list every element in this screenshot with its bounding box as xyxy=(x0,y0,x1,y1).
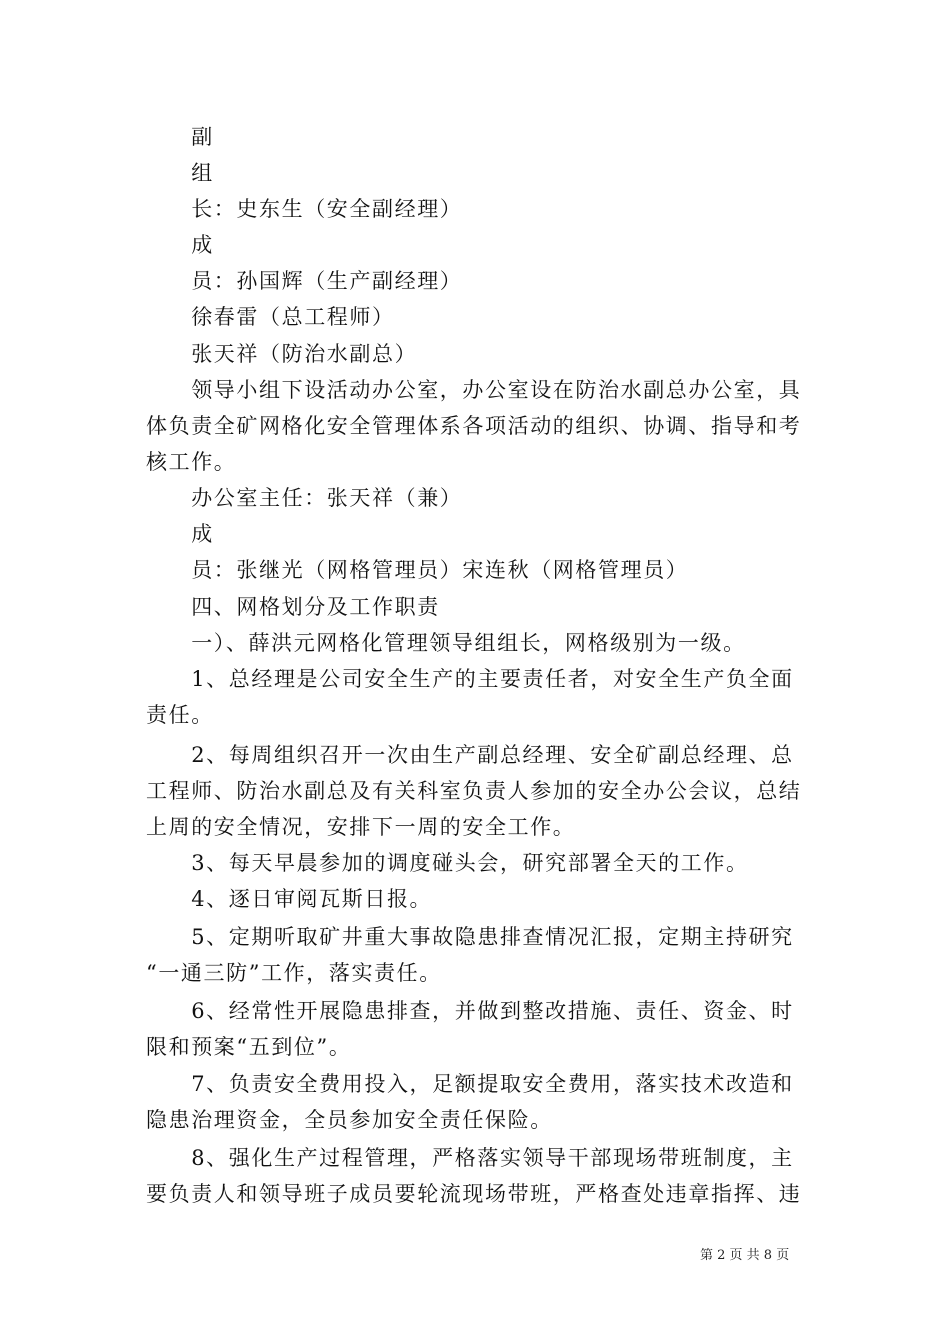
text-line: 3、每天早晨参加的调度碰头会，研究部署全天的工作。 xyxy=(146,851,749,875)
text-line: 张天祥（防治水副总） xyxy=(146,342,418,366)
text-line: 一）、薛洪元网格化管理领导组组长，网格级别为一级。 xyxy=(146,631,746,655)
text-line: 6、经常性开展隐患排查，并做到整改措施、责任、资金、时 xyxy=(146,999,794,1023)
text-line: 核工作。 xyxy=(146,450,237,474)
text-line: 1、总经理是公司安全生产的主要责任者，对安全生产负全面 xyxy=(146,667,794,691)
text-line: 责任。 xyxy=(146,703,214,727)
text-line: 5、定期听取矿井重大事故隐患排查情况汇报，定期主持研究 xyxy=(146,925,794,949)
page-number: 第 2 页 共 8 页 xyxy=(700,1248,790,1263)
text-line: 员：孙国辉（生产副经理） xyxy=(146,269,463,293)
text-line: 成 xyxy=(146,233,214,257)
text-line: 体负责全矿网格化安全管理体系各项活动的组织、协调、指导和考 xyxy=(146,414,802,438)
text-line: “一通三防”工作，落实责任。 xyxy=(146,961,442,985)
text-line: 8、强化生产过程管理，严格落实领导干部现场带班制度，主 xyxy=(146,1146,794,1170)
text-line: 工程师、防治水副总及有关科室负责人参加的安全办公会议，总结 xyxy=(146,779,802,803)
text-line: 上周的安全情况，安排下一周的安全工作。 xyxy=(146,815,576,839)
text-line: 限和预案“五到位”。 xyxy=(146,1035,352,1059)
section-heading: 四、网格划分及工作职责 xyxy=(146,595,440,619)
text-line: 长：史东生（安全副经理） xyxy=(146,197,463,221)
text-line: 徐春雷（总工程师） xyxy=(146,305,395,329)
text-line: 2、每周组织召开一次由生产副总经理、安全矿副总经理、总 xyxy=(146,743,794,767)
text-line: 员：张继光（网格管理员）宋连秋（网格管理员） xyxy=(146,558,689,582)
text-line: 办公室主任：张天祥（兼） xyxy=(146,486,463,510)
text-line: 要负责人和领导班子成员要轮流现场带班，严格查处违章指挥、违 xyxy=(146,1182,802,1206)
text-line: 4、逐日审阅瓦斯日报。 xyxy=(146,887,433,911)
text-line: 7、负责安全费用投入，足额提取安全费用，落实技术改造和 xyxy=(146,1072,794,1096)
text-line: 成 xyxy=(146,522,214,546)
text-line: 领导小组下设活动办公室，办公室设在防治水副总办公室，具 xyxy=(146,378,802,402)
text-line: 组 xyxy=(146,161,214,185)
text-line: 副 xyxy=(146,125,214,149)
text-line: 隐患治理资金，全员参加安全责任保险。 xyxy=(146,1108,553,1132)
